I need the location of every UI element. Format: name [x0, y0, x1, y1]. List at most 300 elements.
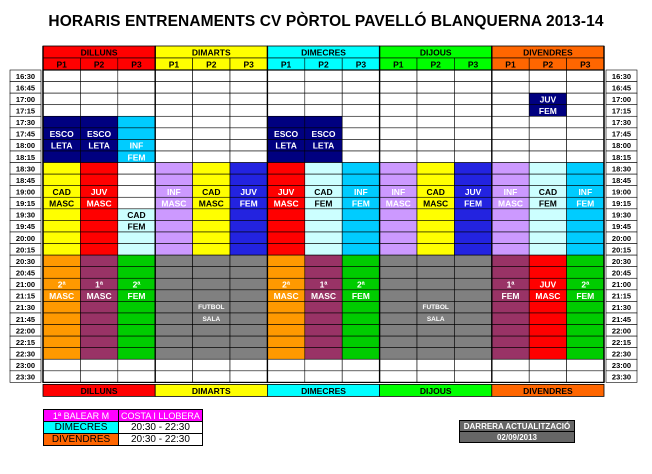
time-label: 21:15: [611, 291, 632, 301]
schedule-cell: [529, 151, 566, 163]
schedule-cell: [454, 174, 491, 186]
schedule-cell: [567, 82, 604, 94]
schedule-cell: [342, 209, 379, 221]
schedule-cell: [43, 313, 80, 325]
schedule-cell: [380, 255, 417, 267]
legend-team: 1ª BALEAR M: [44, 410, 119, 422]
schedule-cell: [454, 255, 491, 267]
schedule-cell: [380, 93, 417, 105]
schedule-cell: [80, 220, 117, 232]
schedule-cell: [193, 70, 230, 82]
last-update-label: DARRERA ACTUALITZACIÓ: [460, 421, 575, 432]
schedule-cell: [305, 174, 342, 186]
day-header-label: DIMARTS: [191, 385, 231, 396]
schedule-cell: [380, 313, 417, 325]
day-header-label: DIVENDRES: [523, 47, 573, 58]
session-label: MASC: [423, 198, 449, 209]
schedule-cell: [155, 301, 192, 313]
schedule-cell: [267, 301, 304, 313]
time-label: 18:15: [15, 152, 36, 162]
schedule-cell: [230, 209, 267, 221]
schedule-cell: [305, 301, 342, 313]
schedule-cell: [80, 151, 117, 163]
schedule-cell: [193, 151, 230, 163]
schedule-cell: [529, 244, 566, 256]
schedule-cell: [80, 105, 117, 117]
time-label: 19:00: [611, 187, 632, 197]
schedule-cell: [267, 313, 304, 325]
schedule-cell: [417, 139, 454, 151]
session-label: INF: [129, 140, 144, 151]
day-header-label: DIJOUS: [419, 385, 452, 396]
schedule-cell: [43, 105, 80, 117]
time-label: 22:30: [15, 349, 36, 359]
schedule-cell: [529, 325, 566, 337]
schedule-cell: [118, 82, 155, 94]
time-label: 20:45: [611, 268, 632, 278]
time-label: 18:00: [611, 141, 632, 151]
schedule-cell: [492, 348, 529, 360]
schedule-cell: [118, 359, 155, 371]
time-label: 22:15: [611, 337, 632, 347]
schedule-cell: [567, 128, 604, 140]
session-label: SALA: [426, 315, 445, 323]
schedule-cell: [417, 255, 454, 267]
schedule-cell: [529, 70, 566, 82]
session-label: INF: [391, 186, 406, 197]
schedule-cell: [267, 220, 304, 232]
court-header-label: P2: [93, 59, 105, 70]
schedule-cell: [43, 301, 80, 313]
schedule-cell: [155, 151, 192, 163]
legend-hours: 20:30 - 22:30: [119, 434, 203, 446]
schedule-cell: [80, 244, 117, 256]
schedule-cell: [80, 70, 117, 82]
schedule-cell: [230, 128, 267, 140]
schedule-cell: [43, 220, 80, 232]
legend-day: DIMECRES: [44, 422, 119, 434]
session-label: ESCO: [87, 129, 112, 140]
schedule-cell: [305, 336, 342, 348]
schedule-cell: [80, 371, 117, 383]
schedule-cell: [454, 163, 491, 175]
schedule-cell: [43, 348, 80, 360]
schedule-cell: [155, 325, 192, 337]
schedule-cell: [492, 174, 529, 186]
schedule-cell: [380, 209, 417, 221]
schedule-cell: [567, 359, 604, 371]
schedule-cell: [567, 267, 604, 279]
schedule-cell: [305, 209, 342, 221]
session-label: ESCO: [49, 129, 74, 140]
schedule-cell: [380, 371, 417, 383]
schedule-cell: [267, 348, 304, 360]
session-label: CAD: [52, 186, 71, 197]
session-label: MASC: [497, 198, 524, 209]
schedule-cell: [155, 209, 192, 221]
schedule-cell: [380, 278, 417, 290]
schedule-cell: [80, 82, 117, 94]
time-label: 21:30: [15, 303, 36, 313]
schedule-cell: [155, 116, 192, 128]
schedule-cell: [155, 139, 192, 151]
schedule-cell: [454, 139, 491, 151]
schedule-cell: [454, 70, 491, 82]
time-label: 23:00: [611, 361, 632, 371]
schedule-cell: [417, 371, 454, 383]
legend-hours: 20:30 - 22:30: [119, 422, 203, 434]
schedule-cell: [417, 105, 454, 117]
session-label: FEM: [576, 198, 595, 209]
time-label: 18:45: [15, 175, 36, 185]
schedule-cell: [454, 336, 491, 348]
schedule-cell: [567, 244, 604, 256]
schedule-cell: [417, 348, 454, 360]
time-label: 17:15: [15, 106, 36, 116]
schedule-cell: [193, 278, 230, 290]
schedule-cell: [454, 151, 491, 163]
session-label: INF: [503, 186, 518, 197]
session-label: MASC: [49, 198, 75, 209]
schedule-cell: [118, 301, 155, 313]
schedule-cell: [267, 93, 304, 105]
time-label: 16:45: [611, 83, 632, 93]
session-label: MASC: [49, 291, 75, 302]
schedule-cell: [492, 209, 529, 221]
schedule-cell: [80, 348, 117, 360]
schedule-cell: [567, 336, 604, 348]
session-label: MASC: [86, 291, 112, 302]
schedule-cell: [155, 313, 192, 325]
schedule-cell: [193, 336, 230, 348]
time-label: 18:15: [611, 152, 632, 162]
schedule-cell: [492, 163, 529, 175]
schedule-cell: [529, 267, 566, 279]
schedule-cell: [193, 325, 230, 337]
time-label: 23:00: [15, 361, 36, 371]
schedule-cell: [417, 163, 454, 175]
schedule-cell: [380, 232, 417, 244]
schedule-cell: [267, 244, 304, 256]
session-label: INF: [167, 186, 181, 197]
schedule-cell: [380, 163, 417, 175]
schedule-cell: [342, 267, 379, 279]
schedule-cell: [492, 220, 529, 232]
schedule-cell: [193, 163, 230, 175]
session-label: FEM: [127, 291, 146, 302]
schedule-cell: [118, 105, 155, 117]
schedule-cell: [342, 313, 379, 325]
session-label: FEM: [127, 221, 146, 232]
schedule-cell: [267, 82, 304, 94]
schedule-cell: [380, 325, 417, 337]
schedule-cell: [380, 348, 417, 360]
schedule-cell: [417, 267, 454, 279]
schedule-cell: [193, 139, 230, 151]
session-label: LETA: [50, 140, 73, 151]
schedule-cell: [305, 325, 342, 337]
schedule-cell: [417, 290, 454, 302]
time-label: 20:00: [611, 233, 632, 243]
time-label: 18:30: [611, 164, 632, 174]
session-label: MASC: [273, 198, 299, 209]
schedule-cell: [492, 313, 529, 325]
session-label: JUV: [90, 186, 108, 197]
day-header-label: DIJOUS: [419, 47, 452, 58]
schedule-cell: [305, 267, 342, 279]
time-label: 21:00: [15, 280, 36, 290]
schedule-cell: [118, 313, 155, 325]
schedule-cell: [80, 336, 117, 348]
schedule-cell: [267, 105, 304, 117]
day-header-label: DIMECRES: [301, 47, 346, 58]
schedule-cell: [230, 348, 267, 360]
session-label: INF: [578, 186, 593, 197]
schedule-cell: [305, 105, 342, 117]
schedule-cell: [417, 359, 454, 371]
schedule-cell: [492, 139, 529, 151]
schedule-cell: [454, 301, 491, 313]
schedule-cell: [118, 186, 155, 198]
schedule-cell: [230, 290, 267, 302]
schedule-cell: [529, 348, 566, 360]
schedule-cell: [155, 348, 192, 360]
schedule-cell: [529, 174, 566, 186]
legend-header-row: [44, 410, 203, 422]
schedule-cell: [454, 278, 491, 290]
schedule-cell: [529, 336, 566, 348]
schedule-cell: [80, 232, 117, 244]
last-update-date: 02/09/2013: [460, 432, 575, 443]
schedule-cell: [492, 128, 529, 140]
schedule-cell: [193, 93, 230, 105]
schedule-cell: [342, 220, 379, 232]
session-label: JUV: [277, 186, 295, 197]
time-label: 22:30: [611, 349, 632, 359]
schedule-cell: [417, 244, 454, 256]
time-label: 18:30: [15, 164, 36, 174]
session-label: CAD: [127, 210, 146, 221]
session-label: MASC: [86, 198, 112, 209]
schedule-cell: [417, 93, 454, 105]
schedule-cell: [342, 163, 379, 175]
schedule-cell: [155, 163, 192, 175]
schedule-cell: [155, 220, 192, 232]
session-label: MASC: [161, 198, 187, 209]
schedule-cell: [492, 82, 529, 94]
schedule-cell: [267, 163, 304, 175]
session-label: LETA: [312, 140, 335, 151]
schedule-cell: [193, 82, 230, 94]
schedule-cell: [342, 70, 379, 82]
schedule-cell: [230, 244, 267, 256]
schedule-cell: [118, 255, 155, 267]
away-legend: [43, 409, 203, 446]
session-label: CAD: [538, 186, 558, 197]
schedule-cell: [43, 82, 80, 94]
schedule-cell: [80, 313, 117, 325]
schedule-cell: [118, 70, 155, 82]
session-label: 2ª: [282, 279, 291, 290]
session-label: FEM: [314, 198, 333, 209]
session-label: MASC: [385, 198, 411, 209]
schedule-cell: [454, 232, 491, 244]
schedule-cell: [492, 105, 529, 117]
schedule-cell: [155, 371, 192, 383]
schedule-cell: [529, 371, 566, 383]
time-label: 23:30: [15, 372, 36, 382]
time-label: 21:45: [15, 314, 36, 324]
schedule-cell: [454, 105, 491, 117]
schedule-cell: [193, 232, 230, 244]
session-label: FEM: [351, 291, 370, 302]
session-label: INF: [354, 186, 368, 197]
time-label: 19:15: [15, 199, 36, 209]
time-label: 21:00: [611, 280, 632, 290]
schedule-cell: [342, 348, 379, 360]
time-label: 22:00: [15, 326, 36, 336]
day-header-label: DILLUNS: [80, 385, 118, 396]
schedule-cell: [454, 82, 491, 94]
schedule-cell: [305, 371, 342, 383]
schedule-cell: [80, 163, 117, 175]
schedule-cell: [380, 220, 417, 232]
time-label: 16:30: [611, 71, 632, 81]
session-label: FEM: [538, 198, 557, 209]
time-label: 21:30: [611, 303, 632, 313]
schedule-cell: [417, 116, 454, 128]
schedule-cell: [567, 313, 604, 325]
schedule-cell: [454, 116, 491, 128]
schedule-cell: [305, 255, 342, 267]
schedule-cell: [380, 174, 417, 186]
schedule-cell: [567, 151, 604, 163]
schedule-cell: [118, 163, 155, 175]
schedule-cell: [230, 139, 267, 151]
schedule-cell: [454, 128, 491, 140]
schedule-cell: [43, 116, 80, 128]
day-header-label: DIMECRES: [301, 385, 346, 396]
schedule-cell: [43, 70, 80, 82]
schedule-cell: [305, 151, 342, 163]
schedule-cell: [193, 174, 230, 186]
session-label: MASC: [310, 291, 337, 302]
schedule-cell: [305, 313, 342, 325]
schedule-cell: [492, 301, 529, 313]
session-label: FEM: [464, 198, 483, 209]
time-label: 20:15: [611, 245, 632, 255]
schedule-cell: [118, 93, 155, 105]
schedule-cell: [305, 348, 342, 360]
schedule-cell: [567, 371, 604, 383]
schedule-cell: [492, 151, 529, 163]
schedule-cell: [529, 82, 566, 94]
schedule-cell: [380, 301, 417, 313]
schedule-cell: [230, 371, 267, 383]
session-label: FEM: [127, 152, 146, 163]
schedule-cell: [454, 244, 491, 256]
time-label: 22:15: [15, 337, 36, 347]
schedule-cell: [267, 151, 304, 163]
schedule-cell: [417, 325, 454, 337]
schedule-cell: [305, 220, 342, 232]
session-label: 2ª: [581, 279, 590, 290]
schedule-cell: [230, 70, 267, 82]
schedule-cell: [230, 93, 267, 105]
schedule-cell: [230, 151, 267, 163]
time-label: 17:00: [611, 94, 632, 104]
session-label: 2ª: [132, 279, 141, 290]
schedule-cell: [417, 336, 454, 348]
schedule-cell: [529, 232, 566, 244]
schedule-cell: [454, 209, 491, 221]
schedule-cell: [529, 139, 566, 151]
schedule-cell: [417, 151, 454, 163]
schedule-cell: [567, 163, 604, 175]
court-header-label: P3: [580, 59, 591, 70]
schedule-cell: [43, 325, 80, 337]
time-label: 17:45: [15, 129, 36, 139]
session-label: CAD: [202, 186, 221, 197]
schedule-cell: [492, 93, 529, 105]
schedule-cell: [342, 128, 379, 140]
schedule-cell: [267, 255, 304, 267]
schedule-cell: [193, 244, 230, 256]
schedule-cell: [567, 232, 604, 244]
schedule-cell: [155, 232, 192, 244]
session-label: 1ª: [319, 279, 328, 290]
schedule-cell: [80, 174, 117, 186]
time-label: 16:45: [15, 83, 36, 93]
schedule-cell: [567, 209, 604, 221]
session-label: JUV: [539, 94, 557, 105]
schedule-cell: [80, 209, 117, 221]
schedule-cell: [267, 174, 304, 186]
session-label: LETA: [88, 140, 110, 151]
court-header-label: P2: [206, 59, 217, 70]
session-label: 2ª: [356, 279, 365, 290]
schedule-cell: [267, 267, 304, 279]
schedule-cell: [529, 209, 566, 221]
schedule-cell: [454, 348, 491, 360]
court-header-label: P1: [168, 59, 180, 70]
session-label: CAD: [314, 186, 333, 197]
schedule-cell: [342, 244, 379, 256]
time-label: 21:15: [15, 291, 36, 301]
day-header-label: DIMARTS: [191, 47, 231, 58]
court-header-label: P1: [56, 59, 67, 70]
schedule-cell: [80, 93, 117, 105]
time-label: 19:15: [611, 199, 632, 209]
schedule-cell: [567, 255, 604, 267]
schedule-cell: [305, 116, 342, 128]
time-label: 19:00: [15, 187, 36, 197]
schedule-cell: [417, 174, 454, 186]
schedule-cell: [118, 128, 155, 140]
court-header-label: P2: [430, 59, 441, 70]
schedule-cell: [342, 325, 379, 337]
schedule-cell: [492, 70, 529, 82]
schedule-cell: [230, 116, 267, 128]
schedule-cell: [230, 82, 267, 94]
schedule-cell: [492, 336, 529, 348]
schedule-cell: [305, 244, 342, 256]
schedule-cell: [155, 174, 192, 186]
schedule-cell: [567, 70, 604, 82]
schedule-cell: [267, 359, 304, 371]
schedule-cell: [417, 70, 454, 82]
schedule-cell: [567, 105, 604, 117]
